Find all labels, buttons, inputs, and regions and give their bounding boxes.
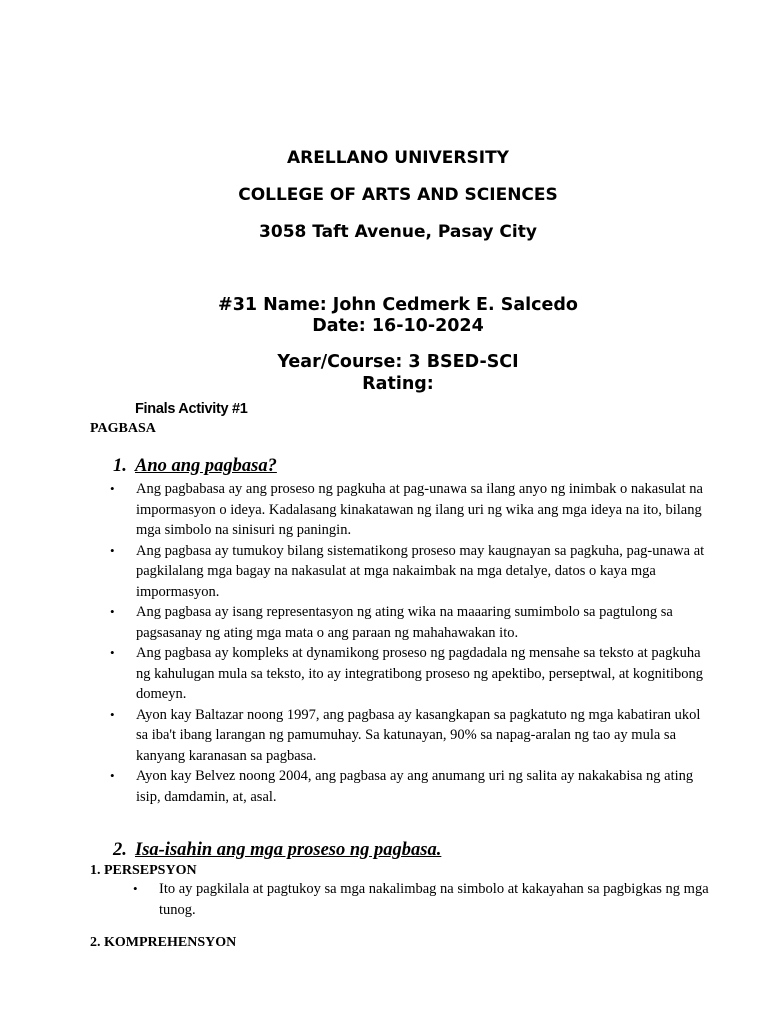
question-1-answers [110, 479, 708, 807]
list-item-text: Ayon kay Baltazar noong 1997, ang pagbasa ay kasangkapan sa pagkatuto ng mga kabatiran ukol sa iba't ibang larangan ng pamumuhay. Sa katunayan, 90% sa napag-aralan ng tao ay mula sa kanyang karanasan sa pagbasa. [136, 706, 701, 764]
bullet-icon: • [110, 481, 115, 496]
year-course-line: Year/Course: 3 BSED-SCI [277, 352, 519, 372]
list-item-text: Ang pagbabasa ay ang proseso ng pagkuha at pag-unawa sa ilang anyo ng inimbak o nakasulat na impormasyon o ideya. Kadalasang kinakatawan ng ilang uri ng wika ang mga ideya na ito, bilang mga simbolo na sinisuri ng paningin. [136, 481, 703, 538]
question-1 [113, 456, 277, 477]
bullet-icon: • [110, 706, 115, 722]
activity-title: Finals Activity #1 [135, 401, 248, 417]
question-2 [113, 840, 441, 861]
process-1-bullets [133, 879, 709, 920]
list-item [110, 479, 708, 541]
list-item [110, 541, 708, 603]
list-item [110, 602, 708, 643]
question-text: Ano ang pagbasa? [135, 456, 277, 476]
bullet-icon: • [133, 881, 138, 896]
university-name: ARELLANO UNIVERSITY [287, 148, 509, 168]
bullet-icon: • [110, 542, 115, 558]
list-item [110, 643, 708, 705]
bullet-icon: • [110, 645, 115, 660]
question-text: Isa-isahin ang mga proseso ng pagbasa. [135, 840, 442, 860]
date-line: Date: 16-10-2024 [312, 316, 484, 336]
section-title: PAGBASA [90, 421, 156, 436]
list-item [110, 705, 708, 767]
question-number: 2. [113, 840, 127, 860]
list-item [133, 879, 709, 920]
list-item [110, 766, 708, 807]
bullet-icon: • [110, 604, 115, 619]
list-item-text: Ito ay pagkilala at pagtukoy sa mga nakalimbag na simbolo at kakayahan sa pagbigkas ng mga tunog. [159, 881, 709, 918]
college-name: COLLEGE OF ARTS AND SCIENCES [238, 185, 558, 205]
university-address: 3058 Taft Avenue, Pasay City [259, 222, 537, 242]
process-2-title: 2. KOMPREHENSYON [90, 935, 237, 950]
bullet-icon: • [110, 768, 115, 783]
list-item-text: Ang pagbasa ay kompleks at dynamikong proseso ng pagdadala ng mensahe sa teksto at pagkuha ng kahulugan mula sa teksto, ito ay integratibong proseso ng apektibo, perseptwal, at kognitibong domeyn. [136, 645, 704, 702]
process-1-title: 1. PERSEPSYON [90, 863, 197, 878]
question-number: 1. [113, 456, 127, 476]
list-item-text: Ayon kay Belvez noong 2004, ang pagbasa ay ang anumang uri ng salita ay nakakabisa ng ating isip, damdamin, at, asal. [136, 768, 694, 805]
student-name-line: #31 Name: John Cedmerk E. Salcedo [218, 295, 578, 315]
list-item-text: Ang pagbasa ay isang representasyon ng ating wika na maaaring sumimbolo sa pagtulong sa pagsasanay ng ating mga mata o ang paraan ng mahahawakan ito. [136, 604, 673, 641]
rating-line: Rating: [362, 374, 434, 394]
list-item-text: Ang pagbasa ay tumukoy bilang sistematikong proseso may kaugnayan sa pagkuha, pag-unawa at pagkilalang mga bagay na nakasulat at mga nakaimbak na mga detalye, datos o kaya mga impormasyon. [136, 542, 705, 600]
